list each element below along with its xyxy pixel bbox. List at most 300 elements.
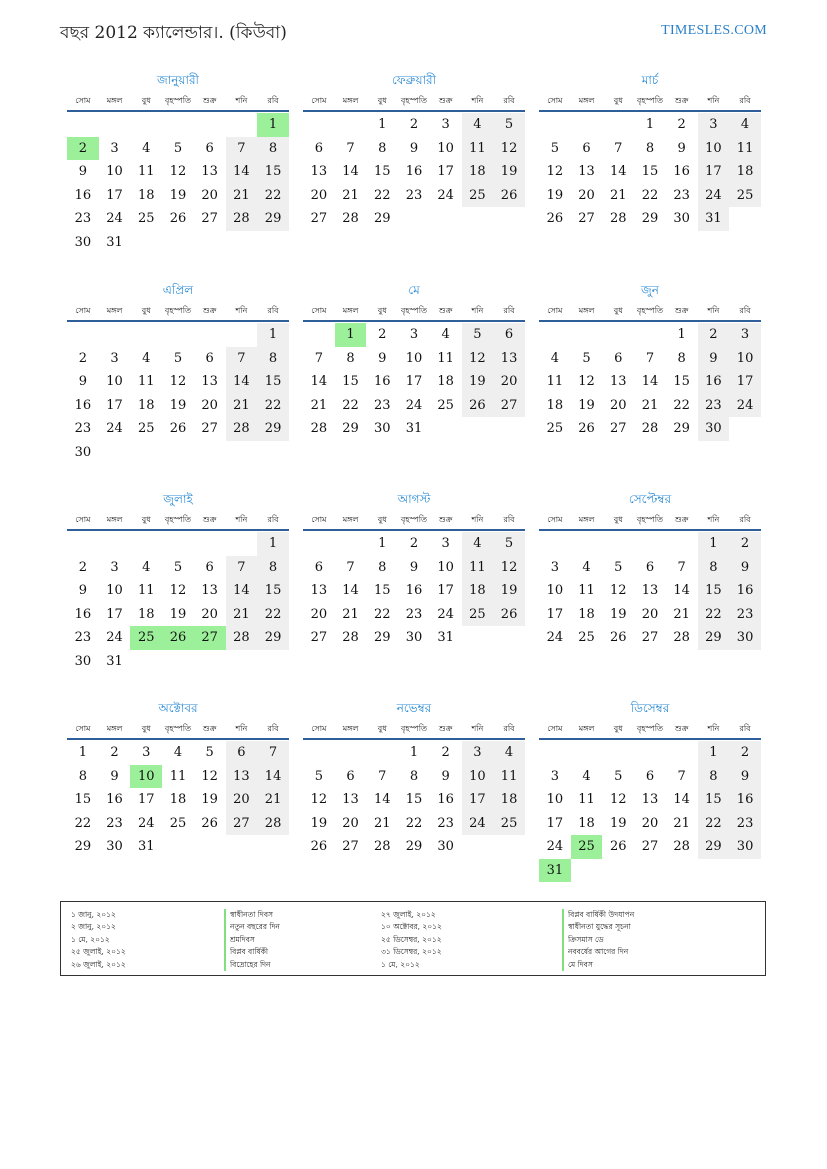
day-cell[interactable]: 25 (578, 630, 595, 645)
day-cell[interactable]: 26 (493, 603, 525, 627)
day-cell[interactable]: 4 (462, 532, 494, 556)
day-cell[interactable]: 14 (673, 583, 690, 598)
day-cell[interactable]: 10 (546, 583, 564, 598)
day-cell[interactable]: 27 (201, 211, 218, 226)
holiday-day-cell[interactable]: 26 (162, 626, 194, 650)
day-cell[interactable]: 5 (314, 768, 323, 784)
day-cell[interactable]: 5 (493, 532, 525, 556)
day-cell[interactable]: 2 (698, 323, 730, 347)
day-cell[interactable]: 27 (641, 630, 659, 645)
day-cell[interactable]: 19 (609, 606, 627, 622)
day-cell[interactable]: 16 (405, 583, 423, 598)
day-cell[interactable]: 6 (582, 140, 591, 156)
day-cell[interactable]: 5 (550, 140, 559, 156)
day-cell[interactable]: 19 (169, 397, 187, 413)
day-cell[interactable]: 16 (106, 792, 123, 807)
day-cell[interactable]: 12 (169, 164, 187, 179)
day-cell[interactable]: 18 (137, 187, 155, 203)
day-cell[interactable]: 9 (409, 140, 419, 156)
day-cell[interactable]: 14 (342, 583, 359, 598)
day-cell[interactable]: 5 (614, 768, 623, 784)
day-cell[interactable]: 23 (405, 187, 423, 203)
day-cell[interactable]: 10 (405, 350, 423, 366)
day-cell[interactable]: 12 (493, 137, 525, 161)
day-cell[interactable]: 19 (169, 606, 187, 622)
day-cell[interactable]: 6 (226, 741, 258, 765)
day-cell[interactable]: 21 (373, 815, 391, 831)
day-cell[interactable]: 4 (173, 745, 183, 760)
day-cell[interactable]: 1 (698, 741, 730, 765)
day-cell[interactable]: 20 (310, 606, 328, 622)
day-cell[interactable]: 22 (342, 397, 359, 413)
day-cell[interactable]: 14 (310, 374, 328, 389)
day-cell[interactable]: 29 (698, 835, 730, 859)
day-cell[interactable]: 3 (729, 323, 761, 347)
day-cell[interactable]: 13 (201, 583, 218, 598)
day-cell[interactable]: 25 (493, 812, 525, 836)
day-cell[interactable]: 11 (493, 765, 525, 789)
day-cell[interactable]: 17 (437, 583, 454, 598)
day-cell[interactable]: 30 (729, 835, 761, 859)
day-cell[interactable]: 27 (342, 839, 359, 854)
day-cell[interactable]: 29 (405, 839, 423, 854)
day-cell[interactable]: 30 (74, 653, 92, 669)
day-cell[interactable]: 16 (74, 606, 92, 622)
day-cell[interactable]: 30 (673, 211, 690, 226)
day-cell[interactable]: 9 (378, 350, 387, 366)
day-cell[interactable]: 28 (257, 812, 289, 836)
day-cell[interactable]: 4 (142, 559, 151, 575)
day-cell[interactable]: 6 (645, 559, 655, 575)
day-cell[interactable]: 19 (493, 160, 525, 184)
day-cell[interactable]: 28 (310, 421, 328, 436)
day-cell[interactable]: 25 (462, 603, 494, 627)
day-cell[interactable]: 26 (310, 839, 328, 854)
day-cell[interactable]: 17 (462, 788, 494, 812)
day-cell[interactable]: 21 (226, 184, 258, 208)
day-cell[interactable]: 17 (106, 397, 123, 413)
day-cell[interactable]: 21 (609, 187, 627, 203)
day-cell[interactable]: 5 (173, 140, 183, 156)
day-cell[interactable]: 13 (342, 792, 359, 807)
day-cell[interactable]: 3 (550, 559, 559, 575)
day-cell[interactable]: 26 (546, 211, 564, 226)
day-cell[interactable]: 6 (346, 768, 355, 784)
day-cell[interactable]: 24 (405, 397, 423, 413)
day-cell[interactable]: 31 (698, 207, 730, 231)
day-cell[interactable]: 22 (257, 603, 289, 627)
day-cell[interactable]: 30 (437, 839, 454, 854)
day-cell[interactable]: 8 (677, 350, 686, 366)
day-cell[interactable]: 10 (106, 583, 123, 598)
day-cell[interactable]: 5 (173, 559, 183, 575)
day-cell[interactable]: 31 (437, 630, 454, 645)
day-cell[interactable]: 18 (578, 606, 595, 622)
day-cell[interactable]: 15 (257, 160, 289, 184)
day-cell[interactable]: 20 (342, 815, 359, 831)
day-cell[interactable]: 19 (493, 579, 525, 603)
day-cell[interactable]: 18 (169, 792, 187, 807)
day-cell[interactable]: 29 (257, 626, 289, 650)
day-cell[interactable]: 18 (546, 397, 564, 413)
day-cell[interactable]: 25 (169, 815, 187, 831)
day-cell[interactable]: 21 (342, 187, 359, 203)
day-cell[interactable]: 3 (462, 741, 494, 765)
day-cell[interactable]: 20 (201, 397, 218, 413)
day-cell[interactable]: 10 (462, 765, 494, 789)
day-cell[interactable]: 25 (462, 184, 494, 208)
day-cell[interactable]: 19 (310, 815, 328, 831)
day-cell[interactable]: 24 (729, 394, 761, 418)
day-cell[interactable]: 26 (462, 394, 494, 418)
day-cell[interactable]: 24 (137, 815, 155, 831)
day-cell[interactable]: 29 (257, 417, 289, 441)
day-cell[interactable]: 14 (641, 374, 659, 389)
day-cell[interactable]: 13 (609, 374, 627, 389)
day-cell[interactable]: 23 (106, 815, 123, 831)
day-cell[interactable]: 24 (106, 630, 123, 645)
day-cell[interactable]: 26 (609, 839, 627, 854)
day-cell[interactable]: 22 (698, 812, 730, 836)
day-cell[interactable]: 16 (74, 187, 92, 203)
day-cell[interactable]: 23 (673, 187, 690, 203)
day-cell[interactable]: 11 (169, 768, 187, 784)
day-cell[interactable]: 18 (493, 788, 525, 812)
day-cell[interactable]: 22 (74, 815, 92, 831)
day-cell[interactable]: 7 (226, 137, 258, 161)
day-cell[interactable]: 27 (226, 812, 258, 836)
day-cell[interactable]: 17 (546, 815, 564, 831)
day-cell[interactable]: 2 (409, 117, 419, 132)
day-cell[interactable]: 1 (677, 327, 686, 342)
day-cell[interactable]: 1 (257, 323, 289, 347)
day-cell[interactable]: 18 (729, 160, 761, 184)
day-cell[interactable]: 25 (546, 421, 564, 436)
day-cell[interactable]: 7 (226, 347, 258, 371)
holiday-day-cell[interactable]: 2 (67, 137, 99, 161)
day-cell[interactable]: 26 (609, 630, 627, 645)
day-cell[interactable]: 6 (314, 559, 323, 575)
day-cell[interactable]: 5 (205, 745, 214, 760)
day-cell[interactable]: 31 (405, 421, 423, 436)
day-cell[interactable]: 29 (74, 839, 92, 854)
day-cell[interactable]: 25 (137, 421, 155, 436)
day-cell[interactable]: 12 (546, 164, 564, 179)
day-cell[interactable]: 4 (142, 140, 151, 156)
day-cell[interactable]: 21 (673, 815, 690, 831)
day-cell[interactable]: 18 (462, 579, 494, 603)
day-cell[interactable]: 13 (201, 164, 218, 179)
day-cell[interactable]: 7 (645, 350, 655, 366)
day-cell[interactable]: 16 (74, 397, 92, 413)
day-cell[interactable]: 5 (614, 559, 623, 575)
day-cell[interactable]: 29 (641, 211, 659, 226)
day-cell[interactable]: 13 (201, 374, 218, 389)
day-cell[interactable]: 20 (226, 788, 258, 812)
day-cell[interactable]: 3 (441, 536, 450, 551)
day-cell[interactable]: 6 (205, 559, 214, 575)
day-cell[interactable]: 29 (698, 626, 730, 650)
day-cell[interactable]: 23 (74, 421, 92, 436)
day-cell[interactable]: 18 (578, 815, 595, 831)
day-cell[interactable]: 17 (729, 370, 761, 394)
day-cell[interactable]: 16 (405, 164, 423, 179)
day-cell[interactable]: 15 (698, 788, 730, 812)
day-cell[interactable]: 7 (378, 768, 387, 784)
day-cell[interactable]: 14 (673, 792, 690, 807)
day-cell[interactable]: 29 (342, 421, 359, 436)
day-cell[interactable]: 9 (698, 347, 730, 371)
day-cell[interactable]: 22 (673, 397, 690, 413)
day-cell[interactable]: 8 (378, 559, 387, 575)
day-cell[interactable]: 10 (698, 137, 730, 161)
day-cell[interactable]: 4 (582, 768, 591, 784)
day-cell[interactable]: 4 (441, 327, 450, 342)
day-cell[interactable]: 10 (106, 374, 123, 389)
day-cell[interactable]: 31 (106, 653, 123, 669)
day-cell[interactable]: 20 (201, 187, 218, 203)
day-cell[interactable]: 2 (78, 350, 87, 366)
day-cell[interactable]: 7 (314, 350, 323, 366)
day-cell[interactable]: 1 (378, 536, 387, 551)
day-cell[interactable]: 1 (378, 117, 387, 132)
day-cell[interactable]: 28 (342, 211, 359, 226)
day-cell[interactable]: 31 (106, 234, 123, 250)
day-cell[interactable]: 6 (205, 350, 214, 366)
day-cell[interactable]: 16 (729, 788, 761, 812)
day-cell[interactable]: 14 (373, 792, 391, 807)
day-cell[interactable]: 28 (673, 630, 690, 645)
day-cell[interactable]: 30 (74, 234, 92, 250)
holiday-day-cell[interactable]: 27 (194, 626, 226, 650)
day-cell[interactable]: 15 (698, 579, 730, 603)
day-cell[interactable]: 25 (437, 397, 454, 413)
day-cell[interactable]: 29 (257, 207, 289, 231)
day-cell[interactable]: 21 (641, 397, 659, 413)
day-cell[interactable]: 13 (226, 765, 258, 789)
day-cell[interactable]: 9 (729, 765, 761, 789)
day-cell[interactable]: 24 (106, 421, 123, 436)
day-cell[interactable]: 28 (342, 630, 359, 645)
day-cell[interactable]: 22 (405, 815, 423, 831)
day-cell[interactable]: 21 (310, 397, 328, 413)
day-cell[interactable]: 2 (409, 536, 419, 551)
day-cell[interactable]: 8 (257, 347, 289, 371)
day-cell[interactable]: 9 (409, 559, 419, 575)
day-cell[interactable]: 13 (493, 347, 525, 371)
day-cell[interactable]: 22 (641, 187, 659, 203)
day-cell[interactable]: 19 (462, 370, 494, 394)
day-cell[interactable]: 8 (257, 137, 289, 161)
day-cell[interactable]: 23 (74, 630, 92, 645)
day-cell[interactable]: 15 (342, 374, 359, 389)
day-cell[interactable]: 20 (578, 187, 595, 203)
day-cell[interactable]: 4 (142, 350, 151, 366)
day-cell[interactable]: 18 (462, 160, 494, 184)
day-cell[interactable]: 21 (257, 788, 289, 812)
day-cell[interactable]: 21 (226, 603, 258, 627)
day-cell[interactable]: 12 (609, 583, 627, 598)
day-cell[interactable]: 6 (614, 350, 623, 366)
day-cell[interactable]: 3 (698, 113, 730, 137)
day-cell[interactable]: 14 (257, 765, 289, 789)
day-cell[interactable]: 3 (409, 327, 419, 342)
day-cell[interactable]: 8 (346, 350, 355, 366)
day-cell[interactable]: 23 (729, 603, 761, 627)
day-cell[interactable]: 27 (493, 394, 525, 418)
day-cell[interactable]: 22 (373, 606, 391, 622)
day-cell[interactable]: 28 (226, 626, 258, 650)
day-cell[interactable]: 20 (641, 815, 659, 831)
day-cell[interactable]: 7 (677, 559, 686, 575)
holiday-day-cell[interactable]: 10 (130, 765, 162, 789)
day-cell[interactable]: 29 (373, 211, 391, 226)
holiday-day-cell[interactable]: 25 (571, 835, 603, 859)
holiday-day-cell[interactable]: 1 (257, 113, 289, 137)
day-cell[interactable]: 27 (641, 839, 659, 854)
day-cell[interactable]: 24 (437, 606, 454, 622)
day-cell[interactable]: 28 (373, 839, 391, 854)
day-cell[interactable]: 11 (137, 164, 155, 179)
day-cell[interactable]: 9 (677, 140, 686, 156)
day-cell[interactable]: 20 (493, 370, 525, 394)
day-cell[interactable]: 30 (405, 630, 423, 645)
day-cell[interactable]: 12 (462, 347, 494, 371)
day-cell[interactable]: 14 (609, 164, 627, 179)
day-cell[interactable]: 10 (546, 792, 564, 807)
day-cell[interactable]: 16 (373, 374, 391, 389)
day-cell[interactable]: 7 (346, 140, 355, 156)
day-cell[interactable]: 22 (257, 184, 289, 208)
day-cell[interactable]: 14 (342, 164, 359, 179)
day-cell[interactable]: 9 (78, 164, 87, 179)
day-cell[interactable]: 22 (373, 187, 391, 203)
day-cell[interactable]: 15 (405, 792, 423, 807)
day-cell[interactable]: 13 (641, 583, 659, 598)
day-cell[interactable]: 18 (137, 606, 155, 622)
day-cell[interactable]: 1 (698, 532, 730, 556)
day-cell[interactable]: 20 (609, 397, 627, 413)
day-cell[interactable]: 16 (729, 579, 761, 603)
day-cell[interactable]: 8 (698, 765, 730, 789)
day-cell[interactable]: 10 (729, 347, 761, 371)
day-cell[interactable]: 19 (609, 815, 627, 831)
day-cell[interactable]: 22 (698, 603, 730, 627)
day-cell[interactable]: 6 (314, 140, 323, 156)
day-cell[interactable]: 2 (677, 117, 686, 132)
day-cell[interactable]: 9 (110, 768, 119, 784)
day-cell[interactable]: 12 (310, 792, 328, 807)
day-cell[interactable]: 23 (437, 815, 454, 831)
day-cell[interactable]: 27 (310, 211, 328, 226)
day-cell[interactable]: 22 (257, 394, 289, 418)
day-cell[interactable]: 7 (257, 741, 289, 765)
day-cell[interactable]: 12 (201, 768, 218, 784)
day-cell[interactable]: 11 (137, 374, 155, 389)
day-cell[interactable]: 4 (729, 113, 761, 137)
day-cell[interactable]: 1 (257, 532, 289, 556)
day-cell[interactable]: 10 (106, 164, 123, 179)
day-cell[interactable]: 13 (578, 164, 595, 179)
day-cell[interactable]: 3 (110, 559, 119, 575)
day-cell[interactable]: 3 (550, 768, 559, 784)
day-cell[interactable]: 11 (578, 583, 595, 598)
day-cell[interactable]: 23 (74, 211, 92, 226)
day-cell[interactable]: 14 (226, 160, 258, 184)
day-cell[interactable]: 11 (546, 374, 564, 389)
day-cell[interactable]: 20 (201, 606, 218, 622)
day-cell[interactable]: 9 (78, 583, 87, 598)
day-cell[interactable]: 15 (74, 792, 92, 807)
day-cell[interactable]: 15 (673, 374, 690, 389)
day-cell[interactable]: 11 (578, 792, 595, 807)
day-cell[interactable]: 12 (169, 583, 187, 598)
day-cell[interactable]: 1 (78, 745, 87, 760)
day-cell[interactable]: 11 (137, 583, 155, 598)
day-cell[interactable]: 3 (441, 117, 450, 132)
day-cell[interactable]: 27 (310, 630, 328, 645)
day-cell[interactable]: 27 (609, 421, 627, 436)
day-cell[interactable]: 3 (142, 745, 151, 760)
day-cell[interactable]: 19 (578, 397, 595, 413)
day-cell[interactable]: 26 (201, 815, 218, 831)
day-cell[interactable]: 1 (645, 117, 655, 132)
day-cell[interactable]: 8 (645, 140, 655, 156)
day-cell[interactable]: 2 (78, 559, 87, 575)
day-cell[interactable]: 5 (462, 323, 494, 347)
day-cell[interactable]: 9 (78, 374, 87, 389)
day-cell[interactable]: 4 (582, 559, 591, 575)
day-cell[interactable]: 2 (110, 745, 119, 760)
day-cell[interactable]: 26 (493, 184, 525, 208)
day-cell[interactable]: 19 (169, 187, 187, 203)
day-cell[interactable]: 16 (673, 164, 690, 179)
day-cell[interactable]: 17 (546, 606, 564, 622)
day-cell[interactable]: 18 (437, 374, 454, 389)
day-cell[interactable]: 17 (106, 606, 123, 622)
day-cell[interactable]: 19 (546, 187, 564, 203)
day-cell[interactable]: 28 (609, 211, 627, 226)
day-cell[interactable]: 28 (226, 207, 258, 231)
day-cell[interactable]: 26 (578, 421, 595, 436)
day-cell[interactable]: 2 (441, 745, 450, 760)
day-cell[interactable]: 24 (698, 184, 730, 208)
day-cell[interactable]: 24 (437, 187, 454, 203)
day-cell[interactable]: 4 (462, 113, 494, 137)
day-cell[interactable]: 24 (546, 839, 564, 854)
day-cell[interactable]: 23 (405, 606, 423, 622)
day-cell[interactable]: 1 (409, 745, 419, 760)
day-cell[interactable]: 10 (437, 140, 454, 156)
day-cell[interactable]: 29 (673, 421, 690, 436)
day-cell[interactable]: 9 (441, 768, 450, 784)
day-cell[interactable]: 8 (378, 140, 387, 156)
day-cell[interactable]: 28 (226, 417, 258, 441)
day-cell[interactable]: 2 (729, 741, 761, 765)
day-cell[interactable]: 6 (645, 768, 655, 784)
day-cell[interactable]: 4 (550, 350, 559, 366)
day-cell[interactable]: 6 (205, 140, 214, 156)
day-cell[interactable]: 20 (641, 606, 659, 622)
day-cell[interactable]: 12 (169, 374, 187, 389)
day-cell[interactable]: 17 (106, 187, 123, 203)
day-cell[interactable]: 15 (373, 164, 391, 179)
day-cell[interactable]: 8 (698, 556, 730, 580)
day-cell[interactable]: 11 (437, 350, 454, 366)
day-cell[interactable]: 5 (493, 113, 525, 137)
day-cell[interactable]: 21 (673, 606, 690, 622)
day-cell[interactable]: 19 (201, 792, 218, 807)
